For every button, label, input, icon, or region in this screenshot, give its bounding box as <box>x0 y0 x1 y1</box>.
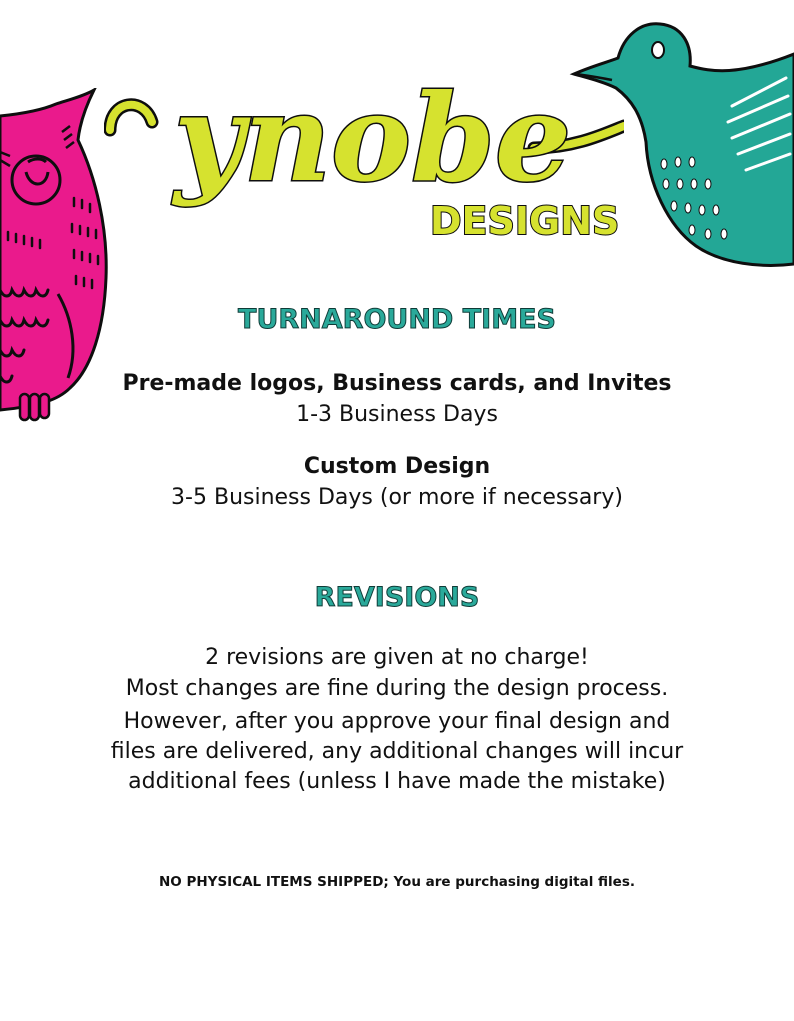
revisions-line-3: However, after you approve your final design and <box>123 709 671 734</box>
turnaround-heading: TURNAROUND TIMES <box>238 304 556 335</box>
revisions-line-2: Most changes are fine during the design process. <box>125 676 669 701</box>
brand-logo <box>104 30 624 252</box>
revisions-line-4: files are delivered, any additional changes will incur <box>110 739 684 764</box>
shipping-notice: NO PHYSICAL ITEMS SHIPPED; You are purchasing digital files. <box>159 874 635 890</box>
custom-design-title: Custom Design <box>303 454 491 479</box>
revisions-line-5: additional fees (unless I have made the mistake) <box>128 769 666 794</box>
custom-design-detail: 3-5 Business Days (or more if necessary) <box>171 485 623 510</box>
premade-title: Pre-made logos, Business cards, and Invites <box>122 371 672 396</box>
revisions-line-1: 2 revisions are given at no charge! <box>205 645 589 670</box>
premade-detail: 1-3 Business Days <box>296 402 498 427</box>
brand-tagline: DESIGNS <box>430 199 620 243</box>
revisions-heading: REVISIONS <box>314 582 480 613</box>
brand-name: ynobe <box>174 68 572 209</box>
